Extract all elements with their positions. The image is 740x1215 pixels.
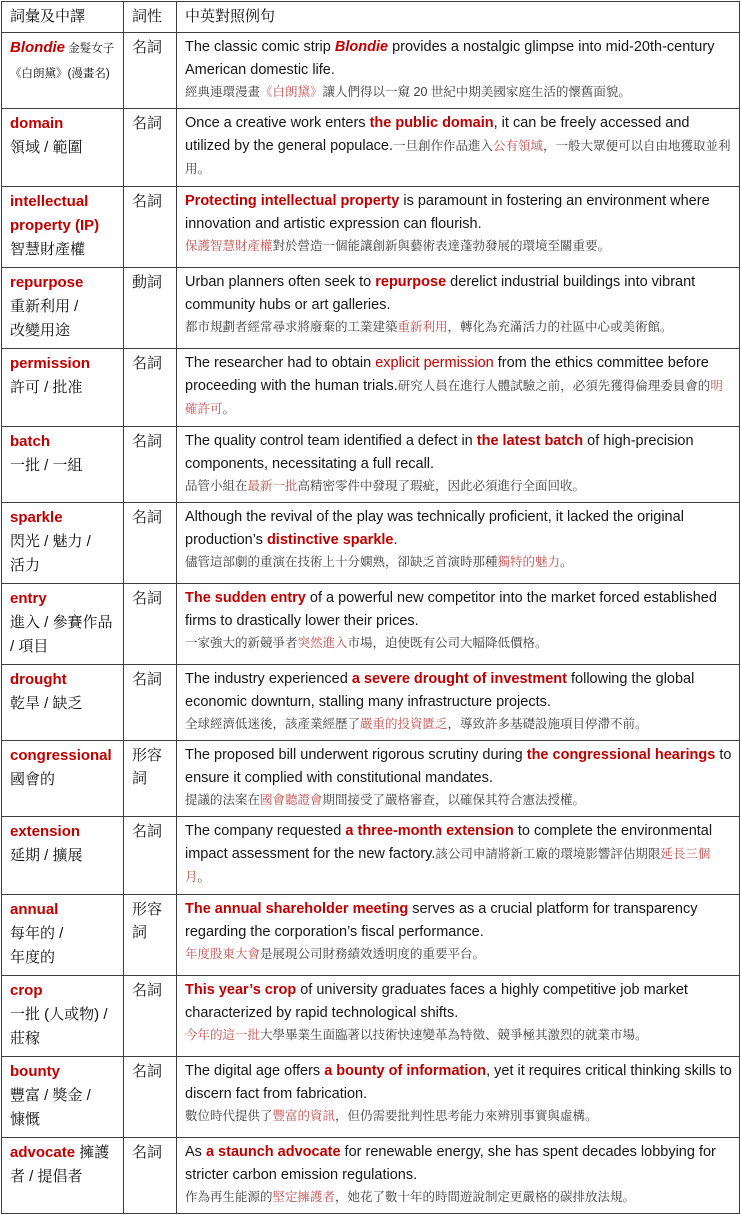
headword-segment: permission (10, 355, 91, 372)
table-row (2, 503, 740, 584)
example-chinese-sentence (185, 1106, 732, 1127)
word-cell (2, 741, 124, 817)
english-segment: Blondie (334, 39, 389, 55)
chinese-segment: ，但仍需要批判性思考能力來辨別事實與虛構。 (335, 1109, 598, 1123)
english-segment: a severe drought of investment (351, 671, 567, 687)
headword-segment: 豐富 / 獎金 / (10, 1087, 91, 1104)
headword-segment: 莊稼 (10, 1030, 41, 1047)
example-english-sentence (185, 36, 732, 82)
pos-cell: 名詞 (124, 349, 177, 427)
table-row (2, 33, 740, 109)
example-chinese-sentence (185, 476, 732, 497)
headword-segment: 智慧財產權 (10, 241, 86, 258)
pos-cell: 名詞 (124, 1138, 177, 1214)
english-segment: the congressional hearings (526, 747, 716, 763)
headword-segment: domain (10, 115, 64, 132)
table-row (2, 817, 740, 895)
example-english-sentence (185, 1141, 732, 1187)
english-segment: repurpose (375, 274, 447, 290)
chinese-segment: 。 (560, 555, 573, 569)
chinese-segment: 全球經濟低迷後，該產業經歷了 (185, 717, 361, 731)
example-english-sentence (185, 271, 732, 317)
pos-cell: 名詞 (124, 1057, 177, 1138)
example-english-sentence (185, 1060, 732, 1106)
english-segment: The industry experienced (185, 671, 352, 687)
example-cell (177, 349, 740, 427)
chinese-segment: ，一般大眾便可以自由地獲取並利用。 (185, 139, 731, 176)
word-cell (2, 503, 124, 584)
headword-segment: 延期 / 擴展 (10, 847, 83, 864)
headword-segment: 一批 / 一組 (10, 457, 83, 474)
headword-segment: repurpose (10, 274, 84, 291)
english-segment: The classic comic strip (185, 39, 335, 55)
headword-segment: congressional (10, 747, 112, 764)
example-english-sentence (185, 587, 732, 633)
word-cell (2, 268, 124, 349)
example-cell (177, 1057, 740, 1138)
chinese-segment: 年度股東大會 (185, 947, 261, 961)
pos-cell: 名詞 (124, 503, 177, 584)
headword-segment: 乾旱 / 缺乏 (10, 695, 83, 712)
example-english-sentence (185, 352, 732, 421)
example-cell (177, 976, 740, 1057)
chinese-segment: 作為再生能源的 (185, 1190, 273, 1204)
headword-segment: drought (10, 671, 67, 688)
word-cell (2, 349, 124, 427)
english-segment: is paramount in fostering an environment where innovation and artistic expression can flourish. (185, 193, 710, 232)
chinese-segment: 經典連環漫畫 (185, 85, 261, 99)
english-segment: the latest batch (476, 433, 584, 449)
table-row (2, 895, 740, 976)
english-segment: a staunch advocate (205, 1144, 341, 1160)
english-segment: The digital age offers (185, 1063, 325, 1079)
headword-segment: intellectual property (IP) (10, 193, 100, 234)
chinese-segment: 今年的這一批 (185, 1028, 261, 1042)
word-cell (2, 817, 124, 895)
headword-segment: extension (10, 823, 81, 840)
chinese-segment: 重新利用 (397, 320, 448, 334)
example-english-sentence (185, 820, 732, 889)
headword-segment: batch (10, 433, 51, 450)
headword-segment: crop (10, 982, 43, 999)
headword-segment: 閃光 / 魅力 / (10, 533, 91, 550)
chinese-segment: 高精密零件中發現了瑕疵，因此必須進行全面回收。 (297, 479, 586, 493)
chinese-segment: ，導致許多基礎設施項目停滯不前。 (447, 717, 648, 731)
header-word-column: 詞彙及中譯 (2, 2, 124, 33)
english-segment: from the ethics committee before proceeding with the human trials. (185, 355, 709, 394)
headword-segment: 慷慨 (10, 1111, 41, 1128)
example-english-sentence (185, 668, 732, 714)
english-segment: Protecting intellectual property (185, 193, 400, 209)
pos-cell: 名詞 (124, 817, 177, 895)
example-cell (177, 741, 740, 817)
english-segment: Although the revival of the play was technically proficient, it lacked the original production’s (185, 509, 684, 548)
headword-segment: sparkle (10, 509, 63, 526)
english-segment: The company requested (185, 823, 346, 839)
english-segment: The quality control team identified a defect in (185, 433, 477, 449)
header-row (2, 2, 740, 33)
example-chinese-sentence (185, 790, 732, 811)
headword-segment: 每年的 / (10, 925, 64, 942)
english-segment: Urban planners often seek to (185, 274, 376, 290)
chinese-segment: 該公司申請將新工廠的環境影響評估期限 (435, 847, 661, 861)
chinese-segment: 堅定擁護者 (272, 1190, 336, 1204)
table-row (2, 187, 740, 268)
headword-segment: 一批 (人或物) / (10, 1006, 108, 1023)
example-english-sentence (185, 190, 732, 236)
table-row (2, 1057, 740, 1138)
chinese-segment: 數位時代提供了 (185, 1109, 273, 1123)
header-example-column: 中英對照例句 (177, 2, 740, 33)
english-segment: The sudden entry (185, 590, 306, 606)
example-cell (177, 1138, 740, 1214)
chinese-segment: 獨特的魅力 (497, 555, 561, 569)
table-row (2, 427, 740, 503)
english-segment: a bounty of information (324, 1063, 487, 1079)
example-english-sentence (185, 112, 732, 181)
chinese-segment: 豐富的資訊 (272, 1109, 336, 1123)
chinese-segment: ，她花了數十年的時間遊說制定更嚴格的碳排放法規。 (335, 1190, 636, 1204)
english-segment: to complete the environmental impact assessment for the new factory. (185, 823, 713, 862)
pos-cell: 名詞 (124, 427, 177, 503)
word-cell (2, 895, 124, 976)
word-cell (2, 584, 124, 665)
english-segment: of university graduates faces a highly competitive job market characterized by rapid technological shifts. (185, 982, 688, 1021)
chinese-segment: 品管小組在 (185, 479, 248, 493)
english-segment: of high-precision components, necessitating a full recall. (185, 433, 694, 472)
chinese-segment: 保護智慧財產權 (185, 239, 273, 253)
headword-segment: 領域 / 範圍 (10, 139, 83, 156)
chinese-segment: 。 (222, 402, 236, 416)
pos-cell: 形容詞 (124, 741, 177, 817)
chinese-segment: 明確許可 (185, 379, 723, 416)
example-cell (177, 665, 740, 741)
example-chinese-sentence (185, 1187, 732, 1208)
example-chinese-sentence (185, 633, 732, 654)
pos-cell: 名詞 (124, 584, 177, 665)
english-segment: , yet it requires critical thinking skills to discern fact from fabrication. (185, 1063, 732, 1102)
chinese-segment: 國會聽證會 (260, 793, 323, 807)
example-cell (177, 33, 740, 109)
word-cell (2, 665, 124, 741)
chinese-segment: 儘管這部劇的重演在技術上十分嫻熟，卻缺乏首演時那種 (185, 555, 498, 569)
table-row (2, 741, 740, 817)
english-segment: , it can be freely accessed and utilized by the general populace. (185, 115, 690, 154)
table-row (2, 109, 740, 187)
english-segment: The researcher had to obtain (185, 355, 376, 371)
chinese-segment: 市場，迫使既有公司大幅降低價格。 (347, 636, 548, 650)
headword-segment: annual (10, 901, 59, 918)
headword-segment: 改變用途 (10, 322, 71, 339)
word-cell (2, 976, 124, 1057)
chinese-segment: 讓人們得以一窺 20 世紀中期美國家庭生活的懷舊面貌。 (322, 85, 631, 99)
chinese-segment: 公有領域 (493, 139, 544, 153)
chinese-segment: 大學畢業生面臨著以技術快速變革為特徵、競爭極其激烈的就業市場。 (260, 1028, 648, 1042)
headword-segment: 《白朗黛》(漫畫名) (10, 68, 110, 80)
chinese-segment: 提議的法案在 (185, 793, 261, 807)
headword-segment: bounty (10, 1063, 60, 1080)
pos-cell: 名詞 (124, 109, 177, 187)
english-segment: of a powerful new competitor into the market forced established firms to drastically lower their prices. (185, 590, 717, 629)
example-chinese-sentence (185, 944, 732, 965)
table-row (2, 584, 740, 665)
chinese-segment: 最新一批 (247, 479, 298, 493)
example-cell (177, 817, 740, 895)
headword-segment: 重新利用 / (10, 298, 79, 315)
english-segment: distinctive sparkle (266, 532, 394, 548)
english-segment: a three-month extension (345, 823, 514, 839)
example-english-sentence (185, 430, 732, 476)
english-segment: This year’s crop (185, 982, 297, 998)
english-segment: Once a creative work enters (185, 115, 370, 131)
header-pos-column: 詞性 (124, 2, 177, 33)
table-row (2, 268, 740, 349)
chinese-segment: 一家強大的新競爭者 (185, 636, 298, 650)
headword-segment: 活力 (10, 557, 41, 574)
example-cell (177, 187, 740, 268)
chinese-segment: ，轉化為充滿活力的社區中心或美術館。 (447, 320, 673, 334)
headword-segment: 金髮女子 (65, 43, 115, 55)
chinese-segment: 期間接受了嚴格審查，以確保其符合憲法授權。 (322, 793, 586, 807)
table-row (2, 665, 740, 741)
chinese-segment: 突然進入 (297, 636, 348, 650)
pos-cell: 形容詞 (124, 895, 177, 976)
example-chinese-sentence (185, 317, 732, 338)
english-segment: The annual shareholder meeting (185, 901, 409, 917)
word-cell (2, 33, 124, 109)
word-cell (2, 427, 124, 503)
english-segment: following the global economic downturn, stalling many infrastructure projects. (185, 671, 695, 710)
pos-cell: 名詞 (124, 187, 177, 268)
headword-segment: 擁護者 / 提倡者 (10, 1144, 110, 1185)
example-chinese-sentence (185, 236, 732, 257)
vocab-table-header (2, 2, 740, 33)
chinese-segment: 一旦創作作品進入 (392, 139, 493, 153)
example-cell (177, 268, 740, 349)
english-segment: serves as a crucial platform for transparency regarding the corporation’s fiscal performance. (185, 901, 698, 940)
example-cell (177, 427, 740, 503)
chinese-segment: 都市規劃者經常尋求將廢棄的工業建築 (185, 320, 398, 334)
chinese-segment: 研究人員在進行人體試驗之前，必須先獲得倫理委員會的 (397, 379, 711, 393)
example-chinese-sentence (185, 714, 732, 735)
pos-cell: 名詞 (124, 33, 177, 109)
chinese-segment: 《白朗黛》 (260, 85, 323, 99)
english-segment: provides a nostalgic glimpse into mid-20th-century American domestic life. (185, 39, 715, 78)
example-cell (177, 109, 740, 187)
example-cell (177, 503, 740, 584)
english-segment: explicit permission (375, 355, 494, 371)
example-english-sentence (185, 744, 732, 790)
chinese-segment: 延長三個月 (185, 847, 711, 884)
pos-cell: 動詞 (124, 268, 177, 349)
english-segment: the public domain (369, 115, 494, 131)
chinese-segment: 對於營造一個能讓創新與藝術表達蓬勃發展的環境至關重要。 (272, 239, 611, 253)
vocab-table (1, 1, 740, 1214)
example-chinese-sentence (185, 552, 732, 573)
english-segment: As (185, 1144, 206, 1160)
english-segment: . (393, 532, 398, 548)
chinese-segment: 嚴重的投資匱乏 (360, 717, 448, 731)
example-cell (177, 895, 740, 976)
chinese-segment: 。 (197, 870, 211, 884)
english-segment: to ensure it complied with constitutional mandates. (185, 747, 732, 786)
word-cell (2, 1138, 124, 1214)
headword-segment: Blondie (10, 39, 65, 56)
english-segment: for renewable energy, she has spent decades lobbying for stricter carbon emission regulations. (185, 1144, 716, 1183)
table-row (2, 1138, 740, 1214)
english-segment: The proposed bill underwent rigorous scrutiny during (185, 747, 527, 763)
headword-segment: 許可 / 批准 (10, 379, 83, 396)
example-chinese-sentence (185, 1025, 732, 1046)
headword-segment: 進入 / 參賽作品 / 項目 (10, 614, 113, 655)
word-cell (2, 109, 124, 187)
pos-cell: 名詞 (124, 976, 177, 1057)
example-cell (177, 584, 740, 665)
headword-segment: 年度的 (10, 949, 56, 966)
example-english-sentence (185, 506, 732, 552)
example-english-sentence (185, 979, 732, 1025)
table-row (2, 349, 740, 427)
word-cell (2, 1057, 124, 1138)
headword-segment: advocate (10, 1144, 76, 1161)
pos-cell: 名詞 (124, 665, 177, 741)
vocab-table-body (2, 33, 740, 1214)
table-row (2, 976, 740, 1057)
english-segment: derelict industrial buildings into vibrant community hubs or art galleries. (185, 274, 696, 313)
word-cell (2, 187, 124, 268)
headword-segment: entry (10, 590, 47, 607)
chinese-segment: 是展現公司財務績效透明度的重要平台。 (260, 947, 486, 961)
example-english-sentence (185, 898, 732, 944)
headword-segment: 國會的 (10, 771, 56, 788)
example-chinese-sentence (185, 82, 732, 103)
